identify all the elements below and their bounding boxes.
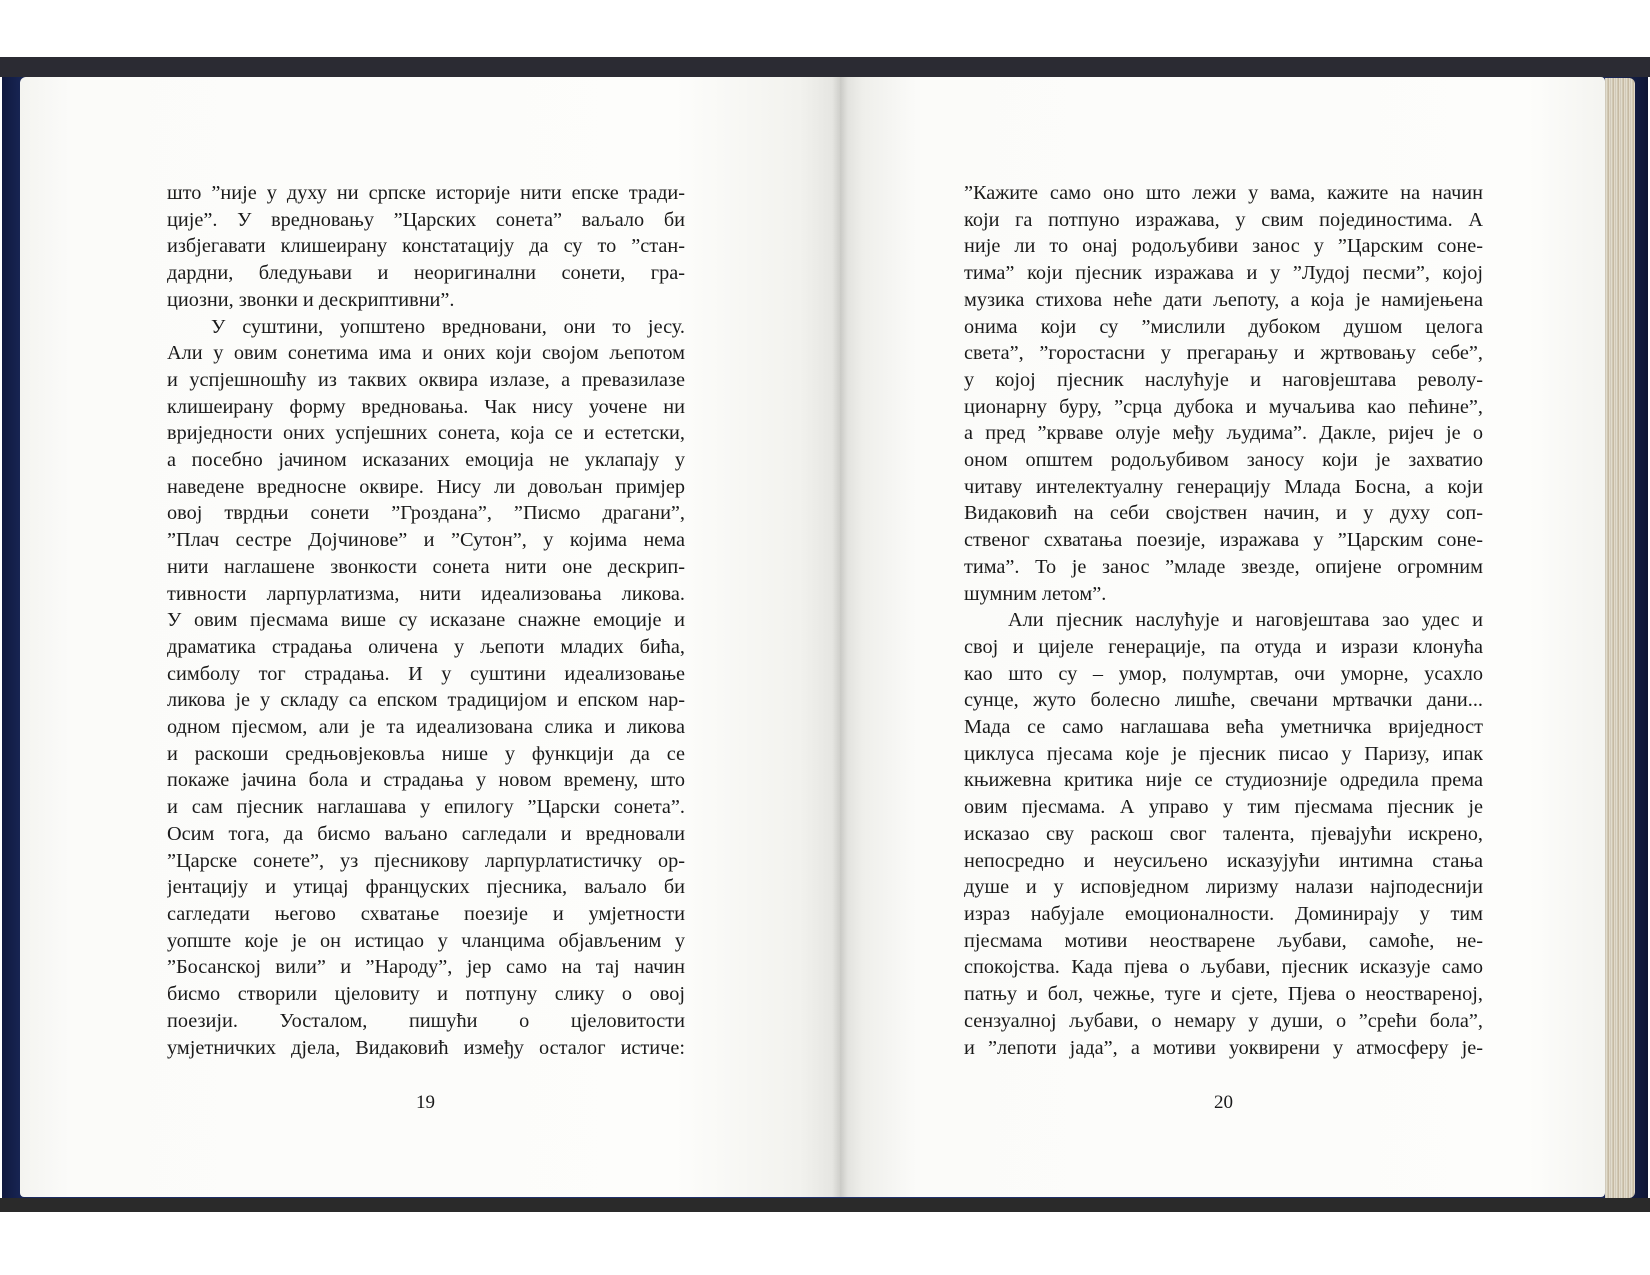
text-line: Осим тога, да бисмо ваљано сагледали и вредновали [167, 822, 685, 845]
text-line: и успјешношћу из таквих оквира излазе, а превазилазе [167, 368, 685, 391]
left-page-text [167, 180, 685, 1061]
text-line: ”Кажите само оно што лежи у вама, кажите на начин [964, 182, 1483, 204]
text-line: онима који су ”мислили дубоком душом целога [964, 315, 1483, 338]
text-line: нити наглашене звонкости сонета нити оне дескрип- [167, 555, 685, 578]
text-line: бисмо створили цјеловиту и потпуну слику о овој [167, 983, 685, 1006]
text-line: тивности ларпурлатизма, нити идеализовања ликова. [167, 582, 685, 605]
text-line: циклуса пјесама које је пјесник писао у Паризу, ипак [964, 742, 1483, 765]
text-line: ”Босанској вили” и ”Народу”, јер само на тај начин [167, 956, 685, 979]
page-number-left: 19 [416, 1092, 435, 1113]
text-line: Мада се само наглашава већа уметничка вриједност [964, 716, 1483, 739]
text-line: и сам пјесник наглашава у епилогу ”Царски сонета”. [167, 796, 685, 819]
text-line: Али у овим сонетима има и оних који својом љепотом [167, 342, 685, 365]
text-line: клишеирану форму вредновања. Чак нису уочене ни [167, 395, 685, 418]
text-line: покаже јачина бола и страдања у новом времену, што [167, 769, 685, 792]
text-line: шумним летом”. [964, 582, 1107, 605]
text-line: читаву интелектуалну генерацију Млада Босна, а који [964, 475, 1483, 498]
text-line: ционарну буру, ”срца дубока и мучаљива као пећине”, [964, 395, 1483, 418]
text-line: и раскоши средњовјековља нишe у функцији да се [167, 742, 685, 765]
text-line: исказао сву раскош свог талента, пјевајући искрено, [964, 822, 1483, 845]
text-line: као што су – умор, полумртав, очи уморне, усахло [964, 662, 1483, 685]
text-line: одном пјесмом, али је та идеализована слика и ликова [167, 716, 685, 739]
text-line: а посебно јачином исказаних емоција не уклапају у [167, 449, 685, 472]
text-line: ”Плач сестре Дојчинове” и ”Сутон”, у којима нема [167, 529, 685, 552]
text-line: ције”. У вредновању ”Царских сонета” ваљало би [167, 208, 685, 231]
text-line: сагледати његово схватање поезије и умјетности [167, 902, 685, 925]
text-line: овој тврдњи сонети ”Гроздана”, ”Писмо драгани”, [167, 502, 685, 525]
text-line: наведене вредносне оквире. Нису ли довољан примјер [167, 475, 685, 498]
text-line: спокојства. Када пјева о љубави, пјесник исказује само [964, 956, 1483, 979]
text-line: тима”. То је занос ”младе звезде, опијене огромним [964, 555, 1483, 578]
text-line: оном општем родољубивом заносу који је захватио [964, 449, 1483, 472]
text-line: дардни, бледуњави и неоригинални сонети, гра- [167, 262, 685, 285]
text-line: овим пјесмама. А управо у тим пјесмама пјесник је [964, 796, 1483, 819]
text-line: тима” који пјесник изражава и у ”Лудој песми”, којој [964, 262, 1483, 285]
page-edges [1605, 78, 1635, 1198]
page-number-right: 20 [1214, 1092, 1233, 1113]
text-line: ликова је у складу са епском традицијом и епском нар- [167, 689, 685, 712]
text-line: сензуалној љубави, о немару у души, о ”срећи бола”, [964, 1009, 1483, 1032]
text-line: циозни, звонки и дескриптивни”. [167, 288, 455, 311]
text-line: ”Царске сонете”, уз пјесникову ларпурлатистичку ор- [167, 849, 685, 872]
text-line: патњу и бол, чежње, туге и сјете, Пјева о неоствареној, [964, 983, 1483, 1006]
text-line: У суштини, уопштено вредновани, они то јесу. [211, 315, 685, 338]
text-line: света”, ”горостасни у прегарању и жртвовању себе”, [964, 342, 1483, 365]
text-line: У овим пјесмама више су исказане снажне емоције и [167, 609, 685, 632]
scanner-bottom-edge [0, 1198, 1650, 1212]
text-line: сунце, жуто болесно лишће, свечани мртвачки дани... [964, 689, 1483, 712]
text-line: јентацију и утицај француских пјесника, ваљало би [167, 876, 685, 899]
right-page-text [964, 180, 1483, 1061]
text-line: симболу тог страдања. И у суштини идеализовање [167, 662, 685, 685]
text-line: умјетничких дјела, Видаковић између осталог истиче: [167, 1036, 685, 1059]
text-line: а пред ”крваве олује међу људима”. Дакле, ријеч је о [964, 422, 1483, 445]
text-line: непосредно и неусиљено исказујући интимна стања [964, 849, 1483, 872]
text-line: Видаковић на себи својствен начин, и у духу соп- [964, 502, 1483, 525]
text-line: који га потпуно изражава, у свим појединостима. А [964, 208, 1483, 231]
text-line: што ”није у духу ни српске историје нити епске тради- [167, 182, 685, 204]
text-line: свој и цијеле генерације, па отуда и изрази клонућа [964, 635, 1483, 658]
book-spine [832, 77, 848, 1197]
text-line: музика стихова неће дати љепоту, а која је намијењена [964, 288, 1483, 311]
text-line: књижевна критика није се студиозније одредила према [964, 769, 1483, 792]
text-line: поезији. Уосталом, пишући о цјеловитости [167, 1009, 685, 1032]
text-line: у којој пјесник наслућује и наговјештава револу- [964, 368, 1483, 391]
text-line: Али пјесник наслућује и наговјештава зао удес и [1008, 609, 1483, 632]
text-line: душе и у исповједном лиризму налази најподеснији [964, 876, 1483, 899]
text-line: пјесмама мотиви неостварене љубави, самоће, не- [964, 929, 1483, 952]
text-line: драматика страдања оличена у љепоти младих бића, [167, 635, 685, 658]
scanner-top-edge [0, 57, 1650, 77]
text-line: избјегавати клишеирану констатацију да су то ”стан- [167, 235, 685, 258]
text-line: није ли то онај родољубиви занос у ”Царским соне- [964, 235, 1483, 258]
text-line: вриједности оних успјешних сонета, која се и естетски, [167, 422, 685, 445]
text-line: ственог схватања поезије, изражава у ”Царским соне- [964, 529, 1483, 552]
text-line: уопште које је он истицао у чланцима објављеним у [167, 929, 685, 952]
text-line: израз набујале емоционалности. Доминирају у тим [964, 902, 1483, 925]
text-line: и ”лепоти јада”, а мотиви уоквирени у атмосферу је- [964, 1036, 1483, 1059]
